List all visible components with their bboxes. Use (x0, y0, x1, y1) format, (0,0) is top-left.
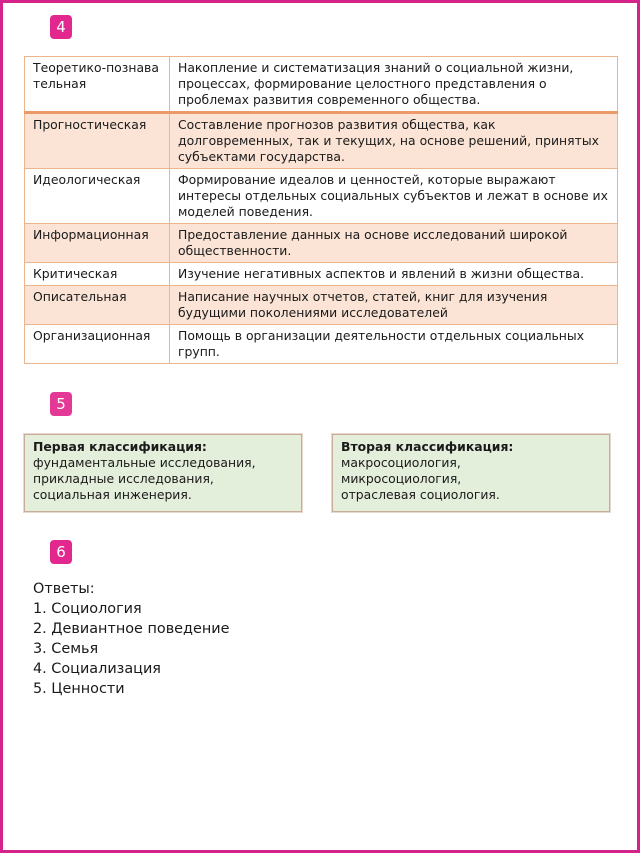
answer-item: 3. Семья (33, 641, 99, 657)
function-description: Накопление и систематизация знаний о социальной жизни, процессах, формирование целостного представления о проблемах развития современного общества. (170, 57, 618, 113)
table-row (25, 113, 618, 169)
function-description: Формирование идеалов и ценностей, которые выражают интересы отдельных социальных субъектов и лежат в основе их моделей поведения. (170, 169, 618, 224)
first-classification-box (24, 434, 302, 512)
function-description: Составление прогнозов развития общества, как долговременных, так и текущих, на основе решений, принятых субъектами государства. (170, 113, 618, 169)
answer-item: 2. Девиантное поведение (33, 621, 230, 637)
function-description: Предоставление данных на основе исследований широкой общественности. (170, 224, 618, 263)
second-classification-item: микросоциология, (341, 471, 462, 486)
function-name: Теоретико-познавательная (25, 57, 170, 113)
function-name: Идеологическая (25, 169, 170, 224)
function-description: Написание научных отчетов, статей, книг для изучения будущими поколениями исследователей (170, 286, 618, 325)
function-name: Организационная (25, 325, 170, 364)
second-classification-box (332, 434, 610, 512)
answer-item: 1. Социология (33, 601, 142, 617)
table-row (25, 263, 618, 286)
function-name: Описательная (25, 286, 170, 325)
section-6-badge: 6 (50, 540, 72, 564)
second-classification-item: макросоциология, (341, 455, 461, 470)
sociology-functions-table (24, 56, 618, 364)
table-row (25, 286, 618, 325)
section-5-badge: 5 (50, 392, 72, 416)
second-classification-title: Вторая классификация: (341, 439, 514, 454)
second-classification-item: отраслевая социология. (341, 487, 500, 502)
answers-heading: Ответы: (33, 581, 95, 597)
first-classification-title: Первая классификация: (33, 439, 207, 454)
answer-item: 5. Ценности (33, 681, 125, 697)
function-description: Помощь в организации деятельности отдельных социальных групп. (170, 325, 618, 364)
function-name: Прогностическая (25, 113, 170, 169)
first-classification-item: социальная инженерия. (33, 487, 192, 502)
table-row (25, 169, 618, 224)
answers-block (33, 579, 229, 699)
first-classification-item: прикладные исследования, (33, 471, 214, 486)
first-classification-item: фундаментальные исследования, (33, 455, 256, 470)
function-name: Информационная (25, 224, 170, 263)
function-name: Критическая (25, 263, 170, 286)
answer-item: 4. Социализация (33, 661, 161, 677)
section-4-badge: 4 (50, 15, 72, 39)
table-row (25, 325, 618, 364)
function-description: Изучение негативных аспектов и явлений в жизни общества. (170, 263, 618, 286)
table-row (25, 57, 618, 113)
table-row (25, 224, 618, 263)
